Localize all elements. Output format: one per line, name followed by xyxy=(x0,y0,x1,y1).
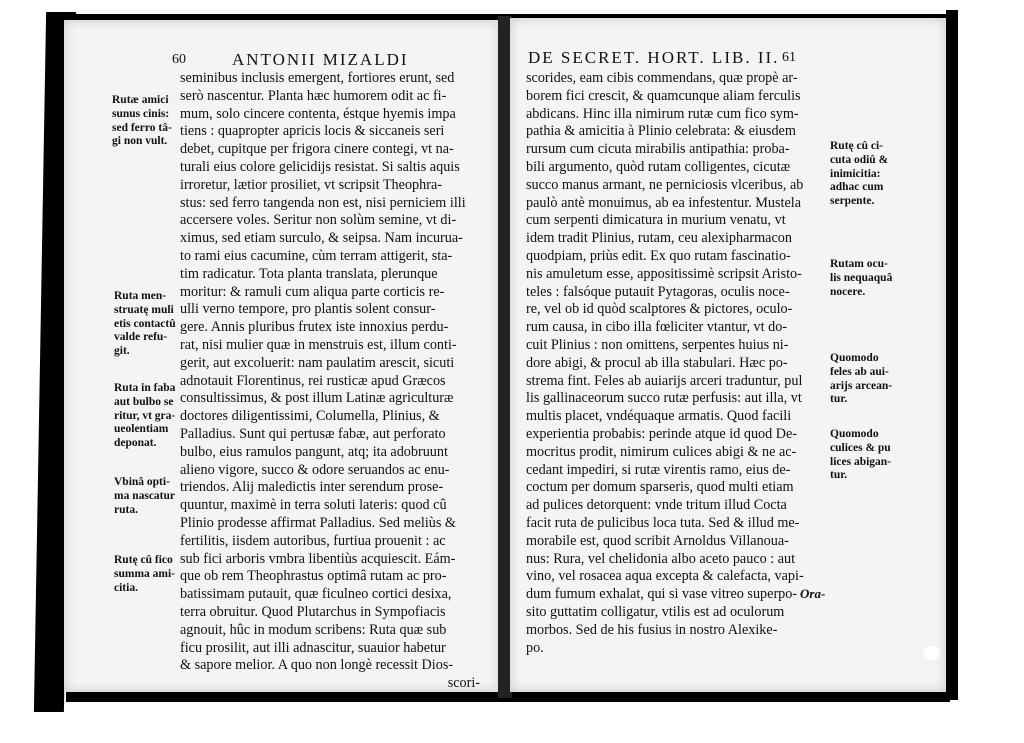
margin-note xyxy=(830,428,891,483)
text-line: mocritus prodit, nimirum culices abigi & ne ac- xyxy=(526,443,797,460)
margin-note-line: tur. xyxy=(830,393,848,406)
text-line: consultissimus, & post illum Latinæ agriculturæ xyxy=(180,390,454,407)
margin-note-line: ma nascatur xyxy=(114,489,176,502)
text-line: debet, cupitque per frigora cinere contegi, vt na- xyxy=(180,141,454,158)
text-line: tim radicatur. Tota planta translata, plerunque xyxy=(180,265,438,282)
text-line: triendos. Alij maledictis inter serendum prose- xyxy=(180,479,444,496)
margin-note-line: nocere. xyxy=(830,285,866,298)
text-line: ficu prosilit, aut illi adnascitur, suauior habetur xyxy=(180,639,446,656)
margin-note-line: lices abigan- xyxy=(830,455,892,468)
text-line: teles : falsóque putauit Pytagoras, oculis noce- xyxy=(526,283,790,300)
text-line: rursum cum cicuta mirabilis antipathia: proba- xyxy=(526,141,790,158)
text-line: Plinio prodesse affirmat Palladius. Sed meliùs & xyxy=(180,514,456,531)
margin-note-line: ruta. xyxy=(114,503,138,516)
margin-note-line: ueolentiam xyxy=(114,423,169,436)
text-line: terra obruitur. Quod Plutarchus in Sympofiacis xyxy=(180,603,446,620)
text-line: abdicans. Hinc illa nimirum rutæ cum fico sym- xyxy=(526,105,799,122)
margin-note xyxy=(112,94,172,149)
text-line: bulbo, eius ramulos pangunt, atq; ita adobruunt xyxy=(180,443,448,460)
text-line: idem tradit Plinius, rutam, ceu alexipharmacon xyxy=(526,230,792,247)
margin-note-line: valde refu- xyxy=(114,331,168,344)
text-line: gerit, aut excoluerit: nam paulatim arescit, sicuti xyxy=(180,354,455,371)
text-line: serò nascentur. Planta hæc humorem odit ac fi- xyxy=(180,87,447,104)
text-line: stus: sed ferro tangenda non est, nisi perniciem illi xyxy=(180,194,466,211)
margin-note xyxy=(830,140,888,209)
margin-note-line: Ruta men- xyxy=(114,290,167,302)
text-line: que ob rem Theophrastus optimâ rutam ac pro- xyxy=(180,568,447,585)
text-line: dum fumum exhalat, qui si vase vitreo superpo- xyxy=(526,586,798,603)
margin-note xyxy=(114,476,175,517)
margin-note-line: Vbinâ opti- xyxy=(114,476,170,488)
text-line: cum serpenti dimicatura in murium venatu, vt xyxy=(526,212,786,229)
text-line: morbos. Sed de his fusius in nostro Alexike- xyxy=(526,621,778,638)
scan-speck xyxy=(924,646,940,660)
text-line: irroretur, lætior prosiliet, vt scripsit Theophra- xyxy=(180,176,442,193)
text-line: mum, solo cincere contenta, éstque hyemis impa xyxy=(180,105,456,122)
text-line: borem fici crescit, & quamcunque aliam ferculis xyxy=(526,87,801,104)
scan-edge-right xyxy=(946,10,958,700)
text-line: scorides, eam cibis commendans, quæ propè ar- xyxy=(526,70,798,86)
margin-note-line: cuta odiû & xyxy=(830,153,889,166)
margin-note xyxy=(114,554,175,595)
text-line: cedant impediri, si rutæ virentis ramo, eius de- xyxy=(526,461,791,478)
margin-note-line: lis nequaquâ xyxy=(830,271,893,284)
margin-note-line: Ruta in faba xyxy=(114,382,176,394)
text-line: Palladius. Sunt qui pertusæ fabæ, aut perforato xyxy=(180,425,446,442)
text-line: ad pulices detorquent: vnde tritum illud Cocta xyxy=(526,497,787,514)
text-line: fertilitis, iisdem autoribus, furtiua prouenit : ac xyxy=(180,532,446,549)
text-line: paulò antè monuimus, ab ea infestentur. Mustela xyxy=(526,194,802,211)
text-line: cuit Plinius : non omittens, serpentes huius ni- xyxy=(526,336,789,353)
margin-note-line: Quomodo xyxy=(830,352,879,364)
text-line: seminibus inclusis emergent, fortiores erunt, sed xyxy=(180,70,455,86)
text-line: alieno vigore, succo & odore seruandos ac enu- xyxy=(180,461,450,478)
margin-note-line: sunus cinis: xyxy=(112,107,170,120)
margin-note-line: Quomodo xyxy=(830,428,879,440)
text-line: sito guttatim colligatur, vtilis est ad oculorum xyxy=(526,603,785,620)
text-line: tiens : quapropter apricis locis & siccaneis seri xyxy=(180,123,445,140)
margin-note-line: deponat. xyxy=(114,437,157,450)
margin-note xyxy=(830,258,892,299)
left-page-number: 60 xyxy=(172,52,186,67)
text-line: nis amuletum esse, appositissimè scripsit Aristo- xyxy=(526,265,802,282)
text-line: rum causa, in cibo illa fœliciter vtantur, vt do- xyxy=(526,319,788,336)
text-line: adnotauit Florentinus, rei rusticæ apud Græcos xyxy=(180,372,446,389)
text-line: quuntur, maximè in terra soluti lateris: quod cû xyxy=(180,497,447,514)
margin-note-line: Rutæ amici xyxy=(112,94,169,106)
margin-note-line: aut bulbo se xyxy=(114,395,174,408)
text-line: multis placet, vndéquaque armatis. Quod facili xyxy=(526,408,792,425)
text-line: po. xyxy=(526,639,544,656)
text-line: gere. Annis pluribus frutex iste innoxius perdu- xyxy=(180,319,449,336)
text-line: re, vel ob id quòd scalptores & pictores, oculo- xyxy=(526,301,793,318)
text-line: turali eius colore gelicidijs resistat. Si saltis aquis xyxy=(180,158,460,175)
text-line: morabile est, quod scribit Arnoldus Villanoua- xyxy=(526,532,789,549)
text-line: succo manus armant, ne perniciosis vlceribus, ab xyxy=(526,176,804,193)
text-line: ximus, sed etiam surculo, & seipsa. Nam incurua- xyxy=(180,230,463,247)
right-page-number: 61 xyxy=(782,50,796,65)
text-line: vino, vel rosacea aqua excepta & calefacta, vapi- xyxy=(526,568,804,585)
text-line: strema fint. Feles ab auiarijs arceri traduntur, pul xyxy=(526,372,803,389)
margin-note xyxy=(114,382,175,451)
text-line: facit ruta de pulicibus loca tuta. Sed & illud me- xyxy=(526,514,800,531)
margin-note-line: culices & pu xyxy=(830,441,891,454)
margin-note-line: git. xyxy=(114,345,130,358)
text-line: doctores diligentissimi, Columella, Plinius, & xyxy=(180,408,440,425)
margin-note-line: inimicitia: xyxy=(830,167,881,180)
margin-note-line: Rutam ocu- xyxy=(830,258,888,270)
text-line: rat, nisi mulier quæ in menstruis est, illum conti- xyxy=(180,336,457,353)
text-line: agnouit, hûc in modum scribens: Ruta quæ sub xyxy=(180,621,447,638)
margin-note-line: Rutę cû ci- xyxy=(830,140,884,152)
margin-note xyxy=(830,352,892,407)
text-line: to rami eius cacumine, cùm terram attigerit, sta- xyxy=(180,247,453,264)
text-line: ulli verno tempore, pro plantis solent consur- xyxy=(180,301,436,318)
margin-note-line: gi non vult. xyxy=(112,135,168,148)
margin-note-line: adhac cum xyxy=(830,181,884,194)
margin-note-line: citia. xyxy=(114,581,138,594)
right-running-head: DE SECRET. HORT. LIB. II. xyxy=(528,48,780,67)
text-line: coctum per domum sparseris, quod multi etiam xyxy=(526,479,794,496)
margin-note-line: summa ami- xyxy=(114,567,176,580)
right-page xyxy=(510,18,946,692)
text-line: pathia & amicitia à Plinio celebrata: & eiusdem xyxy=(526,123,796,140)
text-line: nus: Rura, vel chelidonia albo aceto pauco : aut xyxy=(526,550,796,567)
text-line: bili argumento, quòd rutam colligentes, cicutæ xyxy=(526,158,791,175)
catchword: Ora- xyxy=(800,586,826,601)
text-line: experientia probabis: perinde atque id quod De- xyxy=(526,425,798,442)
text-line: quodpiam, priùs edit. Ex quo rutam fascinatio- xyxy=(526,247,791,264)
text-line: lis gallinaceorum succo rutæ perfusis: aut illa, vt xyxy=(526,390,802,407)
margin-note-line: tur. xyxy=(830,469,848,482)
text-line: dore abigi, & procul ab illa stabulari. Hæc po- xyxy=(526,354,788,371)
left-page xyxy=(64,20,500,692)
text-line: & sapore melior. A quo non longè recessit Dios- xyxy=(180,657,454,674)
margin-note-line: sed ferro tâ- xyxy=(112,121,172,134)
margin-note-line: serpente. xyxy=(830,195,875,208)
margin-note xyxy=(114,290,176,359)
left-running-head: ANTONII MIZALDI xyxy=(232,50,409,69)
right-body-text xyxy=(526,70,804,657)
margin-note-line: etis contactû xyxy=(114,317,176,330)
left-body-text xyxy=(180,70,480,693)
margin-note-line: struatę muli xyxy=(114,303,174,316)
text-line: scori- xyxy=(447,675,480,692)
margin-note-line: arijs arcean- xyxy=(830,379,893,392)
text-line: moritur: & ramuli cum aliqua parte corticis re- xyxy=(180,283,445,300)
margin-note-line: ritur, vt gra- xyxy=(114,409,176,422)
text-line: accersere voles. Seritur non solùm semine, vt di- xyxy=(180,212,457,229)
text-line: batissimam putauit, quæ ficulneo cortici desixa, xyxy=(180,586,452,603)
margin-note-line: Rutę cû fico xyxy=(114,554,173,566)
text-line: sub fici arboris vmbra libentiùs acquiescit. Eám- xyxy=(180,550,456,567)
margin-note-line: feles ab aui- xyxy=(830,365,889,378)
